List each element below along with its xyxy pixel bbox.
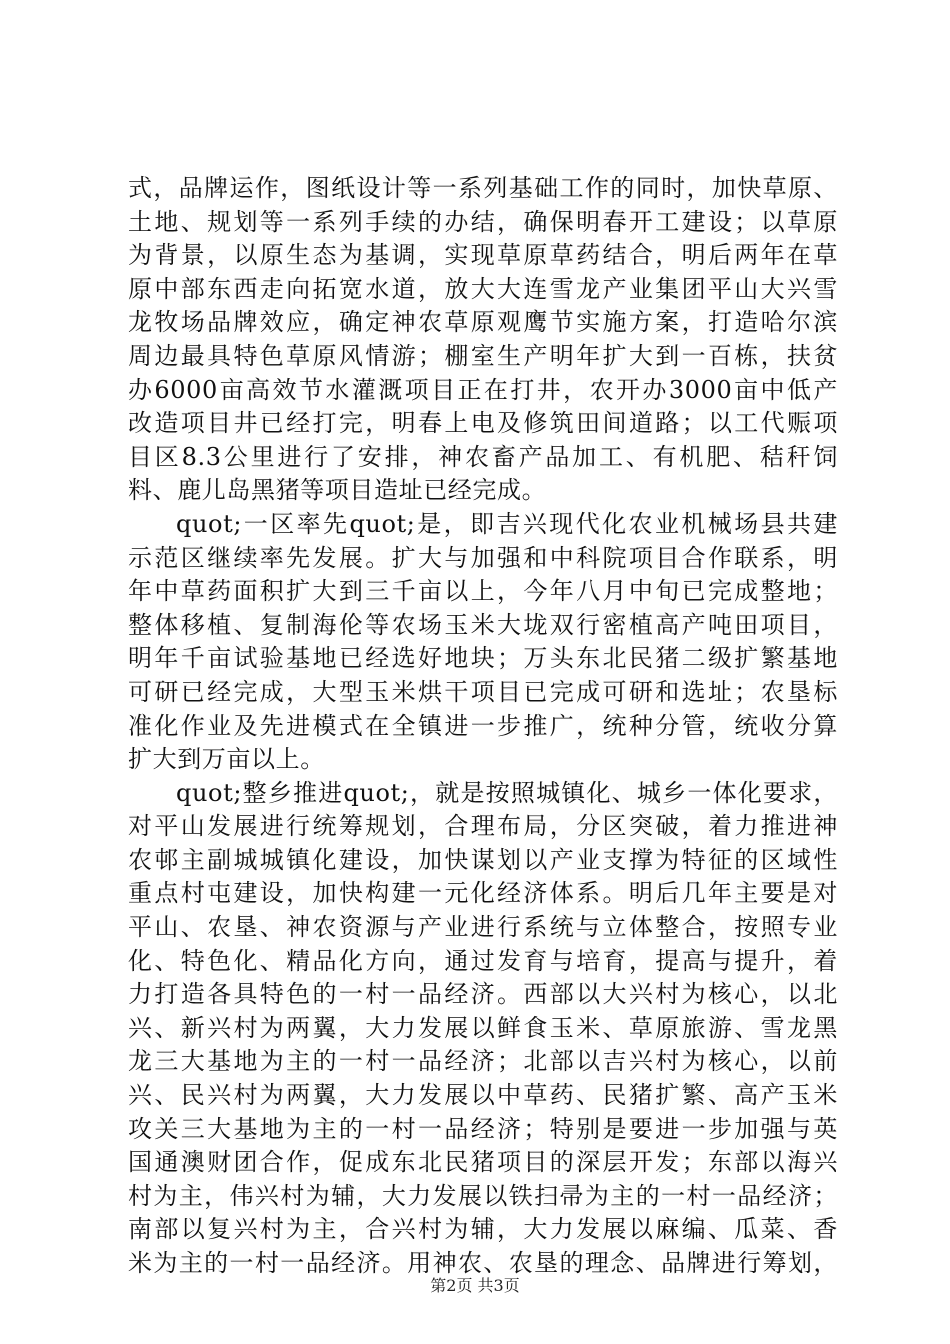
paragraph-3 xyxy=(128,777,838,1281)
text-line: 米为主的一村一品经济。用神农、农垦的理念、品牌进行筹划， xyxy=(128,1249,838,1277)
paragraph-2 xyxy=(128,508,838,777)
text-line: 村为主，伟兴村为辅，大力发展以铁扫帚为主的一村一品经济； xyxy=(128,1181,838,1210)
paragraph-1 xyxy=(128,172,838,508)
text-line: 料、鹿儿岛黑猪等项目造址已经完成。 xyxy=(128,476,547,505)
text-line: 兴、民兴村为两翼，大力发展以中草药、民猪扩繁、高产玉米 xyxy=(128,1081,838,1110)
text-line: 攻关三大基地为主的一村一品经济；特别是要进一步加强与英 xyxy=(128,1114,838,1143)
text-line: quot;整乡推进quot;，就是按照城镇化、城乡一体化要求， xyxy=(176,778,838,807)
text-line: quot;一区率先quot;是，即吉兴现代化农业机械场县共建 xyxy=(176,509,838,538)
text-line: 改造项目井已经打完，明春上电及修筑田间道路；以工代赈项 xyxy=(128,409,838,438)
text-line: 平山、农垦、神农资源与产业进行系统与立体整合，按照专业 xyxy=(128,913,838,942)
text-line: 国通澳财团合作，促成东北民猪项目的深层开发；东部以海兴 xyxy=(128,1148,838,1177)
text-line: 龙牧场品牌效应，确定神农草原观鹰节实施方案，打造哈尔滨 xyxy=(128,308,838,337)
body-text xyxy=(128,172,838,1281)
text-line: 周边最具特色草原风情游；棚室生产明年扩大到一百栋，扶贫 xyxy=(128,341,838,370)
text-line: 兴、新兴村为两翼，大力发展以鲜食玉米、草原旅游、雪龙黑 xyxy=(128,1013,838,1042)
text-line: 年中草药面积扩大到三千亩以上，今年八月中旬已完成整地； xyxy=(128,577,838,606)
text-line: 土地、规划等一系列手续的办结，确保明春开工建设；以草原 xyxy=(128,207,838,236)
text-line: 办6000亩高效节水灌溉项目正在打井，农开办3000亩中低产 xyxy=(128,375,838,404)
text-line: 南部以复兴村为主，合兴村为辅，大力发展以麻编、瓜菜、香 xyxy=(128,1215,838,1244)
text-line: 扩大到万亩以上。 xyxy=(128,745,325,774)
text-line: 准化作业及先进模式在全镇进一步推广，统种分管，统收分算 xyxy=(128,711,838,740)
page-number-footer: 第2页 共3页 xyxy=(430,1276,520,1295)
text-line: 示范区继续率先发展。扩大与加强和中科院项目合作联系，明 xyxy=(128,543,838,572)
text-line: 对平山发展进行统筹规划，合理布局，分区突破，着力推进神 xyxy=(128,812,838,841)
text-line: 原中部东西走向拓宽水道，放大大连雪龙产业集团平山大兴雪 xyxy=(128,274,838,303)
text-line: 化、特色化、精品化方向，通过发育与培育，提高与提升，着 xyxy=(128,946,838,975)
text-line: 明年千亩试验基地已经选好地块；万头东北民猪二级扩繁基地 xyxy=(128,644,838,673)
text-line: 重点村屯建设，加快构建一元化经济体系。明后几年主要是对 xyxy=(128,879,838,908)
text-line: 力打造各具特色的一村一品经济。西部以大兴村为核心，以北 xyxy=(128,980,838,1009)
text-line: 整体移植、复制海伦等农场玉米大垅双行密植高产吨田项目， xyxy=(128,610,838,639)
text-line: 式，品牌运作，图纸设计等一系列基础工作的同时，加快草原、 xyxy=(128,174,838,202)
text-line: 龙三大基地为主的一村一品经济；北部以吉兴村为核心，以前 xyxy=(128,1047,838,1076)
text-line: 农邨主副城城镇化建设，加快谋划以产业支撑为特征的区域性 xyxy=(128,845,838,874)
text-line: 可研已经完成，大型玉米烘干项目已完成可研和选址；农垦标 xyxy=(128,677,838,706)
text-line: 目区8.3公里进行了安排，神农畜产品加工、有机肥、秸秆饲 xyxy=(128,442,838,471)
text-line: 为背景，以原生态为基调，实现草原草药结合，明后两年在草 xyxy=(128,241,838,270)
